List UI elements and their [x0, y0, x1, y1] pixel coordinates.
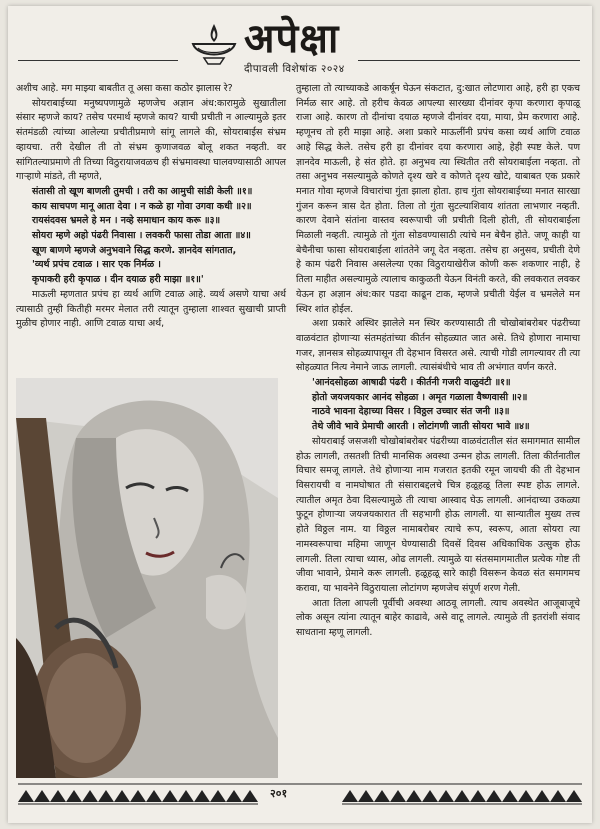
- magazine-title: अपेक्षा: [244, 15, 340, 62]
- verse-line: होतो जयजयकार आनंद सोहळा । अमृत गळाला वैष्णवासी ॥२॥: [312, 391, 528, 403]
- left-para-2: सोयराबाईच्या मनुष्यपणामुळे म्हणजेच अज्ञान अंध:कारामुळे सुखातीला संसार म्हणजे काय? तसेच परमार्थ म्हणजे काय? याची प्रचीती न आल्यामुळे इतर संतमंडळी त्यांच्या आलेल्या प्रचीतीप्रमाणे सांगू लागले की, सोयराबाईस संभ्रम व्हायचा. तरी देखील ती तो संभ्रम कुणाजवळ बोलू शकत नव्हती. वर सांगितल्याप्रमाणे ती तिच्या विठुरायाजवळच ही संभ्रमावस्था घालवण्यासाठी आपल गाऱ्हाणे मांडते, ती म्हणते,: [16, 97, 286, 183]
- saint-portrait-illustration: [16, 378, 278, 778]
- header-rule-right: [358, 60, 580, 61]
- left-para-3: खूण बाणणे म्हणजे अनुभवाने सिद्ध करणे. ज्ञानदेव सांगतात,: [32, 244, 237, 256]
- magazine-subtitle: दीपावली विशेषांक २०२४: [244, 63, 345, 75]
- verse-line: कृपाकरी हरी कृपाळ । दीन दयाळ हरी माझा ॥१॥': [32, 274, 204, 286]
- verse-line: तेथे जीवे भावे प्रेमाची आरती । लोटांगणी जाती सोयरा भावे ॥४॥: [312, 421, 530, 433]
- left-para-4: माऊली म्हणतात प्रपंच हा व्यर्थ आणि टवाळ आहे. व्यर्थ असणे याचा अर्थ त्यासाठी तुम्ही कितीही मरमर मेलात तरी त्यातून तुम्हाला शाश्वत सुखाची प्राप्ती मुळीच होणार नाही. आणि टवाळ याचा अर्थ,: [16, 288, 286, 330]
- right-para-3: सोयराबाई जसजशी चोखोबांबरोबर पंढरीच्या वाळवंटातील संत समागमात सामील होऊ लागली, तसतशी तिची मानसिक अवस्था उन्मन होऊ लागली. तिला कीर्तनातील विचार समजू लागले. तेथे होणाऱ्या नाम गजरात इतकी रमून जायची की ती देहभान विसरायची व नामघोषात ती संसाराबद्दलचे चित्र हळूहळू तिला स्पष्ट होऊ लागले. त्यातील अमृत ठेवा दिसल्यामुळे ती त्याचा आस्वाद घेऊ लागली. आनंदाच्या उकळ्या फुटून होणाऱ्या जयजयकारात ती सहभागी होऊ लागली. या सान्यातील मुख्य तत्त्व होते विठ्ठल नाम. या विठ्ठल नामाबरोबर त्याचे रूप, स्वरूप, आता सोयरा त्या नामस्वरूपाचा महिमा जाणून घेण्यासाठी दिवसें दिवस अधिकाधिक उत्सुक होऊ लागली. तिला त्याचा ध्यास, ओढ लागली. त्यामुळे या संतसमागमातील प्रत्येक गोष्ट ती जीवा भावाने, प्रेमाने करू लागली. हळूहळू सारे काही विसरून केवळ संत समागमच करावा, या भावनेने विठुरायाला लोटांगण म्हणजेच संपूर्ण शरण गेली.: [296, 435, 580, 594]
- diya-lamp-icon: [190, 22, 238, 66]
- page-header: [8, 6, 592, 82]
- page-number: २०१: [270, 787, 288, 800]
- verse-line: रायसंदवस भ्रमले हे मन । नव्हे समाधान काय करू ॥३॥: [32, 215, 221, 227]
- left-para-1: अशीच आहे. मग माझ्या बाबतीत तू असा कसा कठोर झालास रे?: [16, 83, 233, 94]
- verse-line: 'आनंदसोहळा आषाढी पंढरी । कीर्तनी गजरी वाळुवंटी ॥१॥: [312, 377, 511, 389]
- portrait-image: [16, 378, 278, 778]
- right-column: [296, 82, 580, 641]
- header-rule-left: [18, 60, 178, 61]
- verse-line: काय साचपण मानू आता देवा । न कळे हा गोवा उगवा कधी ॥२॥: [32, 200, 252, 212]
- verse-line: सोयरा म्हणे अहो पंढरी निवासा । लवकरी फासा तोडा आता ॥४॥: [32, 230, 251, 242]
- verse-line: संतासी तो खूण बाणली तुमची । तरी का आमुची सांडी केली ॥१॥: [32, 185, 253, 197]
- right-para-1: तुम्हाला तो त्याच्याकडे आकर्षून घेऊन संकटात, दु:खात लोटणारा आहे, हरी हा एकच निर्मळ सार आहे. तो हरीच केवळ आपल्या सारख्या दीनांवर कृपा करणारा कृपाळू राजा आहे. कारण तो दीनांचा दयाळ म्हणजे दीनांवर दया, माया, प्रेम करणारा आहे. म्हणूनच तो हरी माझा आहे. अशा प्रकारे माऊलींनी प्रपंच कसा व्यर्थ आणि टवाळ आहे सिद्ध केले. तसेच हरी हा दीनांवर दया करणारा आहे, हेही स्पष्ट केले. पण ज्ञानदेव माऊली, हे संत होते. हा अनुभव त्या स्थितीत तरी सोयराबाईला नव्हता. तो तसा अनुभव नसल्यामुळे कोणते दृश्य खरे व कोणते दृश्य खोटे, याबाबत एक प्रकारे मनात गोवा म्हणजे विचारांचा गुंता झाला होता. हाच गुंता सोयराबाईच्या मनात सारखा गुंजन करून त्रास देत होता. तिला तो गुंता सुटल्याशिवाय शांतता लाभणार नव्हती. कारण देवाने संतांना वास्तव स्वरूपाची जी प्रचीती दिली होती, ती सोयराबाईला मिळाली नव्हती. त्यामुळे तो गुंता सोडवण्यासाठी त्यांचे मन बेचैन होते. जणू काही या बेचैनीचा फासा सोयराबाईला शांततेने जगू देत नव्हता. तसेच हा अनुसव, प्रचीती देणे हे काम पंढरी निवास असलेल्या एका विठुरायाखेरीज कोणी करू शकणार नाही, हे तिला माहीत असल्यामुळे त्यालाच काकुळती येऊन विनंती करते, की लवकरात लवकर येऊन हा अज्ञान अंध:कार पडदा काढून टाक, म्हणजे प्रचीती येईल व भ्रमलेले मन स्थिर शांत होईल.: [296, 83, 580, 315]
- verse-line: नाठवे भावना देहाच्या विसर । विठ्ठल उच्चार संत जनी ॥३॥: [312, 406, 510, 418]
- verse-line: 'व्यर्थ प्रपंच टवाळ । सार एक निर्मळ ।: [32, 259, 161, 271]
- footer-ornament-border: [8, 780, 592, 820]
- right-para-4: आता तिला आपली पूर्वीची अवस्था आठवू लागली. त्याच अवस्थेत आजूबाजूचे लोक असून त्यांना त्यातून बाहेर काढावे, असे वाटू लागले. त्यामुळे ती इतरांशी संवाद साधताना म्हणू लागली.: [296, 597, 580, 639]
- left-column: [16, 82, 286, 332]
- magazine-page: [8, 6, 592, 823]
- right-para-2: अशा प्रकारे अस्थिर झालेले मन स्थिर करण्यासाठी ती चोखोबांबरोबर पंढरीच्या वाळवंटात होणाऱ्या संतमहंतांच्या कीर्तन सोहळ्यात जात असे. तिथे होणारा नामाचा गजर, ज्ञानसत्र सोहळ्यापासून ती देहभान विसरत असे. त्याची गोडी लागल्यावर ती त्या सोहळ्यात नित्य नेमाने जाऊ लागली. त्यासंबंधीचे भाव ती अभंगात वर्णन करते.: [296, 318, 580, 374]
